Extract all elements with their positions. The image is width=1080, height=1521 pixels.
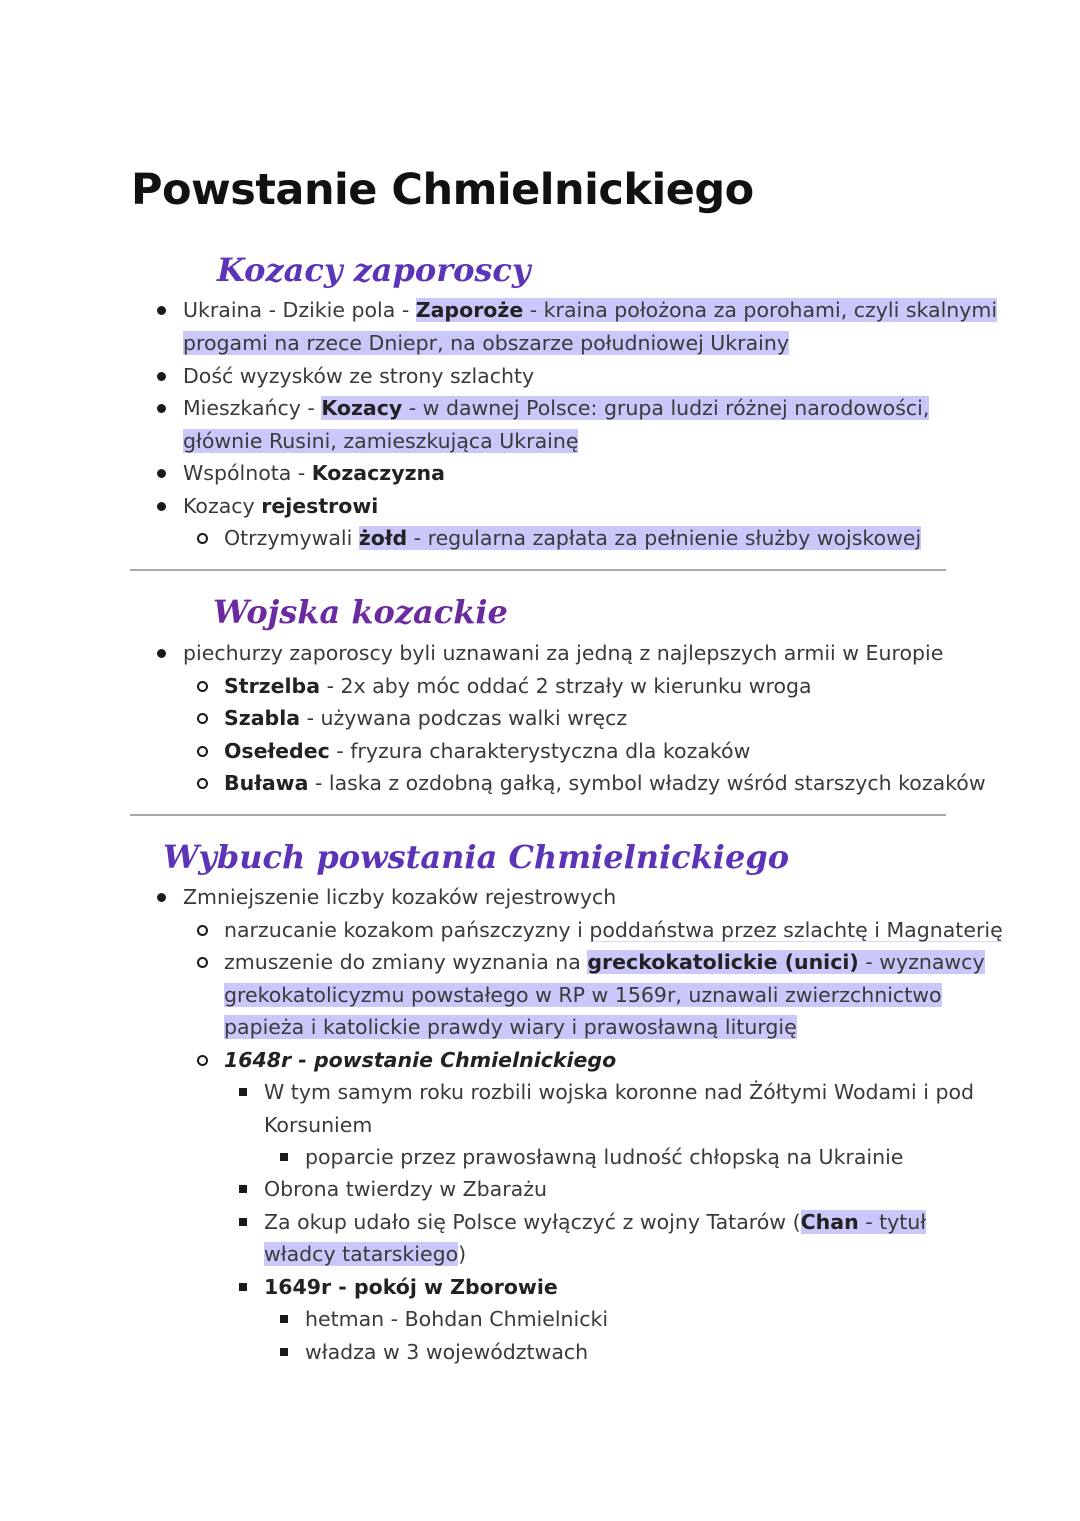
date-1649: 1649r - pokój w Zborowie [264, 1275, 558, 1299]
section-divider [130, 814, 946, 816]
list-item-nested: narzucanie kozakom pańszczyzny i poddaństwa przez szlachtę i Magnaterię [224, 918, 1003, 942]
list-item: Zmniejszenie liczby kozaków rejestrowych [183, 885, 617, 909]
list-item: piechurzy zaporoscy byli uznawani za jedną z najlepszych armii w Europie [183, 641, 944, 665]
term-zold: żołd [358, 526, 408, 550]
list-item: Ukraina - Dzikie pola - Zaporoże - kraina położona za porohami, czyli skalnymi [183, 298, 998, 322]
list-item-nested-3: hetman - Bohdan Chmielnicki [305, 1307, 609, 1331]
list-item-continuation: Korsuniem [264, 1113, 373, 1137]
list-item-nested-2: W tym samym roku rozbili wojska koronne nad Żółtymi Wodami i pod [264, 1080, 975, 1104]
page-title: Powstanie Chmielnickiego [131, 165, 754, 215]
list-item: Kozacy rejestrowi [183, 494, 379, 518]
list-item-nested-3: poparcie przez prawosławną ludność chłopską na Ukrainie [305, 1145, 904, 1169]
section-heading: Wojska kozackie [213, 593, 508, 631]
list-item: Mieszkańcy - Kozacy - w dawnej Polsce: grupa ludzi różnej narodowości, [183, 396, 930, 420]
list-item-nested: Otrzymywali żołd - regularna zapłata za pełnienie służby wojskowej [224, 526, 922, 550]
list-item-nested-2 [264, 1271, 558, 1303]
term-rejestrowi: rejestrowi [261, 494, 379, 518]
list-item-nested-2: Obrona twierdzy w Zbarażu [264, 1177, 547, 1201]
term-chan: Chan [800, 1210, 859, 1234]
term-szabla: Szabla [224, 706, 301, 730]
list-item-continuation: głównie Rusini, zamieszkująca Ukrainę [183, 429, 579, 453]
list-item-nested: Strzelba - 2x aby móc oddać 2 strzały w kierunku wroga [224, 674, 812, 698]
list-item-nested: Buława - laska z ozdobną gałką, symbol władzy wśród starszych kozaków [224, 771, 986, 795]
term-kozacy: Kozacy [321, 396, 403, 420]
section-heading: Wybuch powstania Chmielnickiego [163, 838, 790, 876]
date-1648: 1648r - powstanie Chmielnickiego [224, 1048, 617, 1072]
list-item-continuation: grekokatolicyzmu powstałego w RP w 1569r, uznawali zwierzchnictwo [224, 983, 942, 1007]
list-item-continuation: władcy tatarskiego) [264, 1242, 467, 1266]
list-item-nested: zmuszenie do zmiany wyznania na greckokatolickie (unici) - wyznawcy [224, 950, 985, 974]
term-oseledec: Osełedec [224, 739, 330, 763]
section-heading: Kozacy zaporoscy [217, 251, 531, 289]
term-kozaczyzna: Kozaczyzna [311, 461, 445, 485]
list-item: Dość wyzysków ze strony szlachty [183, 364, 535, 388]
term-bulawa: Buława [224, 771, 309, 795]
list-item-continuation: progami na rzece Dniepr, na obszarze południowej Ukrainy [183, 331, 789, 355]
list-item-nested-2: Za okup udało się Polsce wyłączyć z wojny Tatarów (Chan - tytuł [264, 1210, 927, 1234]
list-item: Wspólnota - Kozaczyzna [183, 461, 445, 485]
list-item-nested-3: władza w 3 województwach [305, 1340, 589, 1364]
term-greckokatolickie: greckokatolickie (unici) [587, 950, 859, 974]
term-zaporoze: Zaporoże [415, 298, 524, 322]
section-divider [130, 569, 946, 571]
list-item-nested: Szabla - używana podczas walki wręcz [224, 706, 628, 730]
list-item-nested [224, 1044, 616, 1076]
list-item-nested: Osełedec - fryzura charakterystyczna dla kozaków [224, 739, 751, 763]
term-strzelba: Strzelba [224, 674, 321, 698]
list-item-continuation: papieża i katolickie prawdy wiary i prawosławną liturgię [224, 1015, 797, 1039]
